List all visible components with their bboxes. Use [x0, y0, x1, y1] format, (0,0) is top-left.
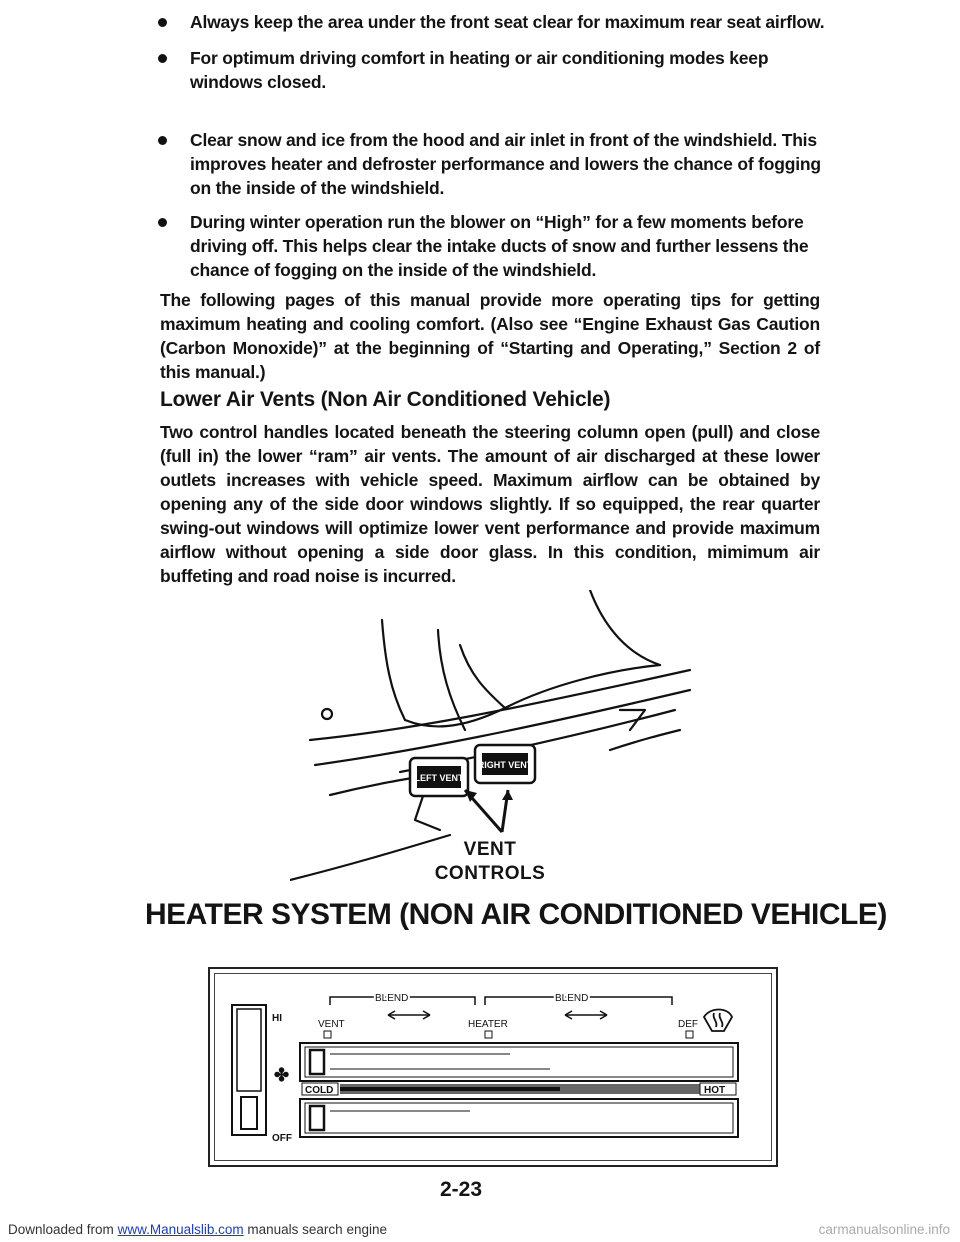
intro-paragraph: The following pages of this manual provide more operating tips for getting maximum heating and cooling comfort. (Also see “Engine Exhaust Gas Caution (Carbon Monoxide)” at the beginning of “Starting and Operating,” Section 2 of this manual.): [160, 290, 820, 382]
heater-mode-label: HEATER: [468, 1019, 508, 1030]
left-vent-handle: [410, 758, 468, 796]
download-footer: [8, 1222, 387, 1237]
fan-off-label: OFF: [272, 1133, 292, 1144]
right-vent-label: RIGHT VENT: [477, 760, 533, 770]
temperature-scale: [302, 1083, 736, 1096]
bullet-text: Always keep the area under the front seat clear for maximum rear seat airflow.: [190, 12, 825, 32]
bullet-dot: [158, 18, 167, 27]
bullet-text: Clear snow and ice from the hood and air inlet in front of the windshield. This improves heater and defroster performance and lowers the chance of fogging on the inside of the windshield.: [190, 130, 821, 198]
bullet-item: [150, 46, 830, 94]
cold-label: COLD: [305, 1085, 334, 1096]
vent-mode-label: VENT: [318, 1019, 345, 1030]
section-heading-heater: HEATER SYSTEM (NON AIR CONDITIONED VEHICLE): [145, 898, 887, 931]
bullet-item: [150, 128, 830, 200]
heater-panel-diagram: [210, 969, 776, 1165]
bullet-text: During winter operation run the blower on “High” for a few moments before driving off. This helps clear the intake ducts of snow and further lessens the chance of fogging on the inside of the windshield.: [190, 212, 809, 280]
lower-vents-paragraph: Two control handles located beneath the steering column open (pull) and close (full in) the lower “ram” air vents. The amount of air discharged at these lower outlets increases with vehicle speed. Maximum airflow can be obtained by opening any of the side door windows slightly. If so equipped, the rear quarter swing-out windows will optimize lower vent performance and provide maximum airflow without opening a side door glass. In this condition, mimimum air buffeting and road noise is incurred.: [160, 422, 820, 586]
page-number: 2-23: [440, 1178, 483, 1201]
def-mode-label: DEF: [678, 1019, 698, 1030]
bullet-text: For optimum driving comfort in heating or air conditioning modes keep windows closed.: [190, 48, 769, 92]
footer-prefix: Downloaded from: [8, 1222, 114, 1237]
manualslib-link[interactable]: www.Manualslib.com: [117, 1222, 244, 1237]
right-vent-handle: [475, 745, 535, 783]
site-watermark: carmanualsonline.info: [818, 1222, 950, 1237]
bullet-dot: [158, 54, 167, 63]
caption-line-controls: CONTROLS: [434, 863, 546, 884]
fan-hi-label: HI: [272, 1013, 282, 1024]
bullet-dot: [158, 136, 167, 145]
blend-label-left: BLEND: [375, 993, 409, 1004]
bullet-list: [150, 10, 830, 282]
heater-control-panel: [208, 967, 778, 1167]
bullet-item: [150, 210, 830, 282]
blend-arrows: [388, 1011, 607, 1019]
bullet-item: [150, 10, 830, 34]
caption-line-vent: VENT: [463, 839, 517, 860]
left-vent-label: LEFT VENT: [414, 773, 464, 783]
vent-controls-caption: [380, 838, 600, 886]
defrost-icon: [704, 1010, 732, 1032]
blend-label-right: BLEND: [555, 993, 589, 1004]
footer-suffix: manuals search engine: [247, 1222, 387, 1237]
mode-slider-track: [300, 1043, 738, 1081]
hot-label: HOT: [704, 1085, 726, 1096]
fan-switch: [232, 1005, 292, 1144]
fan-icon: ✤: [274, 1065, 290, 1085]
section-heading-lower-vents: Lower Air Vents (Non Air Conditioned Vehicle): [160, 388, 611, 411]
temperature-slider-track: [300, 1099, 738, 1137]
bullet-dot: [158, 218, 167, 227]
